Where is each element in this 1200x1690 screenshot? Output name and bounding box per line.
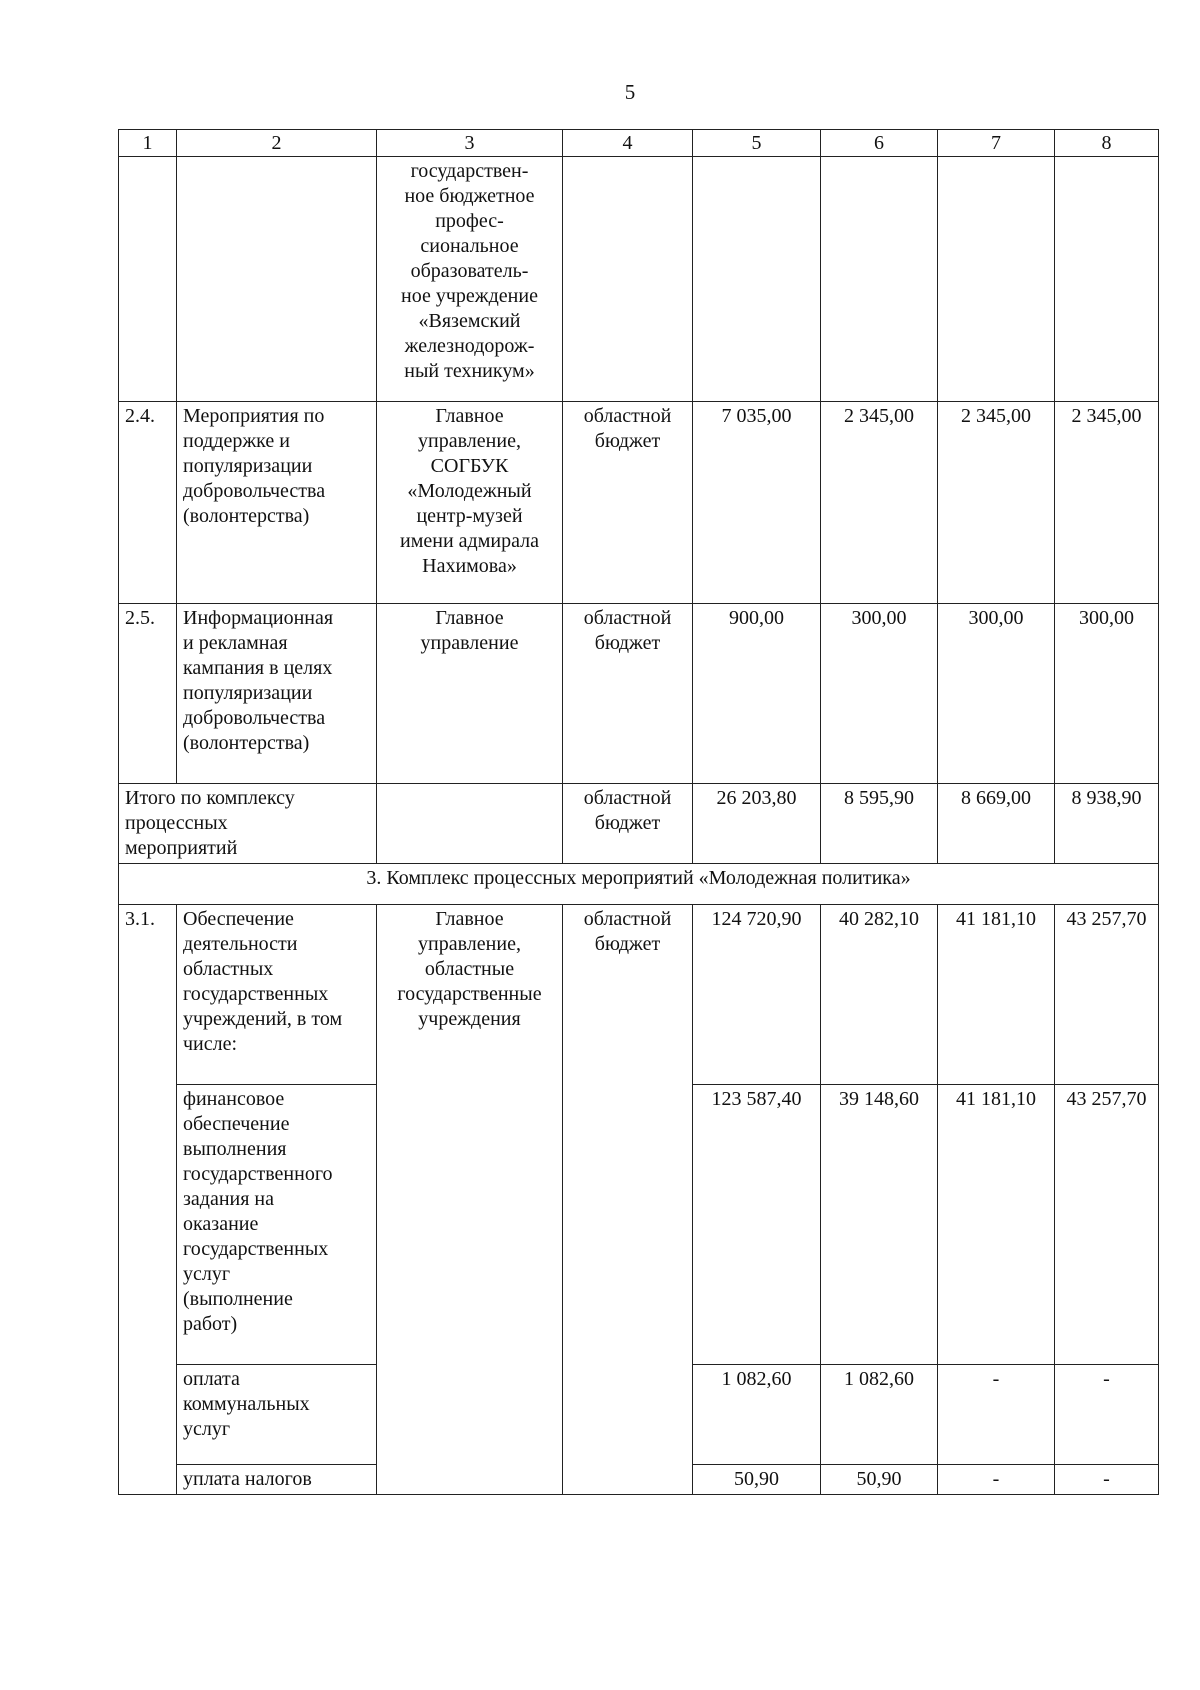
activity-name: Обеспечение деятельности областных государственных учреждений, в том числе: <box>177 905 377 1085</box>
amount-total: 1 082,60 <box>693 1365 821 1465</box>
total-label: Итого по комплексу процессных мероприятий <box>119 784 377 864</box>
activity-name: уплата налогов <box>177 1465 377 1495</box>
amount-year-1: 40 282,10 <box>821 905 938 1085</box>
empty-cell <box>563 157 693 402</box>
page-number: 5 <box>624 80 636 104</box>
table-row-3-1 <box>119 905 1159 1085</box>
amount-year-3: 43 257,70 <box>1055 905 1159 1085</box>
amount-year-3: 8 938,90 <box>1055 784 1159 864</box>
amount-year-3: 43 257,70 <box>1055 1085 1159 1365</box>
executor-cell: Главное управление <box>377 604 563 784</box>
amount-total: 26 203,80 <box>693 784 821 864</box>
continuation-row <box>119 157 1159 402</box>
funding-source: областной бюджет <box>563 905 693 1495</box>
executor-cell: Главное управление, СОГБУК «Молодежный центр-музей имени адмирала Нахимова» <box>377 402 563 604</box>
amount-year-2: 2 345,00 <box>938 402 1055 604</box>
amount-year-1: 50,90 <box>821 1465 938 1495</box>
amount-year-3: - <box>1055 1365 1159 1465</box>
empty-cell <box>119 157 177 402</box>
activity-name: Мероприятия по поддержке и популяризации добровольчества (волонтерства) <box>177 402 377 604</box>
activity-name: Информационная и рекламная кампания в целях популяризации добровольчества (волонтерства) <box>177 604 377 784</box>
funding-source: областной бюджет <box>563 784 693 864</box>
row-number: 2.5. <box>119 604 177 784</box>
column-number-row <box>119 130 1159 157</box>
amount-year-1: 8 595,90 <box>821 784 938 864</box>
empty-cell <box>693 157 821 402</box>
amount-total: 50,90 <box>693 1465 821 1495</box>
empty-cell <box>821 157 938 402</box>
column-number: 3 <box>377 130 563 157</box>
section-title: 3. Комплекс процессных мероприятий «Молодежная политика» <box>119 864 1159 905</box>
executor-cell: Главное управление, областные государственные учреждения <box>377 905 563 1495</box>
table-row-2-4 <box>119 402 1159 604</box>
empty-cell <box>177 157 377 402</box>
table-row-2-5 <box>119 604 1159 784</box>
amount-year-3: - <box>1055 1465 1159 1495</box>
empty-cell <box>1055 157 1159 402</box>
amount-year-2: 41 181,10 <box>938 905 1055 1085</box>
amount-total: 123 587,40 <box>693 1085 821 1365</box>
funding-source: областной бюджет <box>563 604 693 784</box>
amount-year-3: 2 345,00 <box>1055 402 1159 604</box>
amount-year-2: 41 181,10 <box>938 1085 1055 1365</box>
amount-year-1: 300,00 <box>821 604 938 784</box>
total-row <box>119 784 1159 864</box>
empty-cell <box>377 784 563 864</box>
amount-year-1: 1 082,60 <box>821 1365 938 1465</box>
amount-year-3: 300,00 <box>1055 604 1159 784</box>
funding-source: областной бюджет <box>563 402 693 604</box>
column-number: 2 <box>177 130 377 157</box>
column-number: 4 <box>563 130 693 157</box>
row-number: 3.1. <box>119 905 177 1495</box>
activity-name: финансовое обеспечение выполнения государственного задания на оказание государственных услуг (выполнение работ) <box>177 1085 377 1365</box>
amount-year-2: - <box>938 1465 1055 1495</box>
column-number: 8 <box>1055 130 1159 157</box>
amount-year-2: - <box>938 1365 1055 1465</box>
amount-year-2: 8 669,00 <box>938 784 1055 864</box>
column-number: 7 <box>938 130 1055 157</box>
amount-total: 900,00 <box>693 604 821 784</box>
amount-year-2: 300,00 <box>938 604 1055 784</box>
column-number: 1 <box>119 130 177 157</box>
amount-total: 124 720,90 <box>693 905 821 1085</box>
column-number: 6 <box>821 130 938 157</box>
empty-cell <box>938 157 1055 402</box>
column-number: 5 <box>693 130 821 157</box>
amount-year-1: 39 148,60 <box>821 1085 938 1365</box>
amount-year-1: 2 345,00 <box>821 402 938 604</box>
section-header-row <box>119 864 1159 905</box>
activity-name: оплата коммунальных услуг <box>177 1365 377 1465</box>
row-number: 2.4. <box>119 402 177 604</box>
budget-table <box>118 129 1159 1495</box>
executor-cell: государствен- ное бюджетное профес- сиональное образователь- ное учреждение «Вяземский железнодорож- ный техникум» <box>377 157 563 402</box>
amount-total: 7 035,00 <box>693 402 821 604</box>
